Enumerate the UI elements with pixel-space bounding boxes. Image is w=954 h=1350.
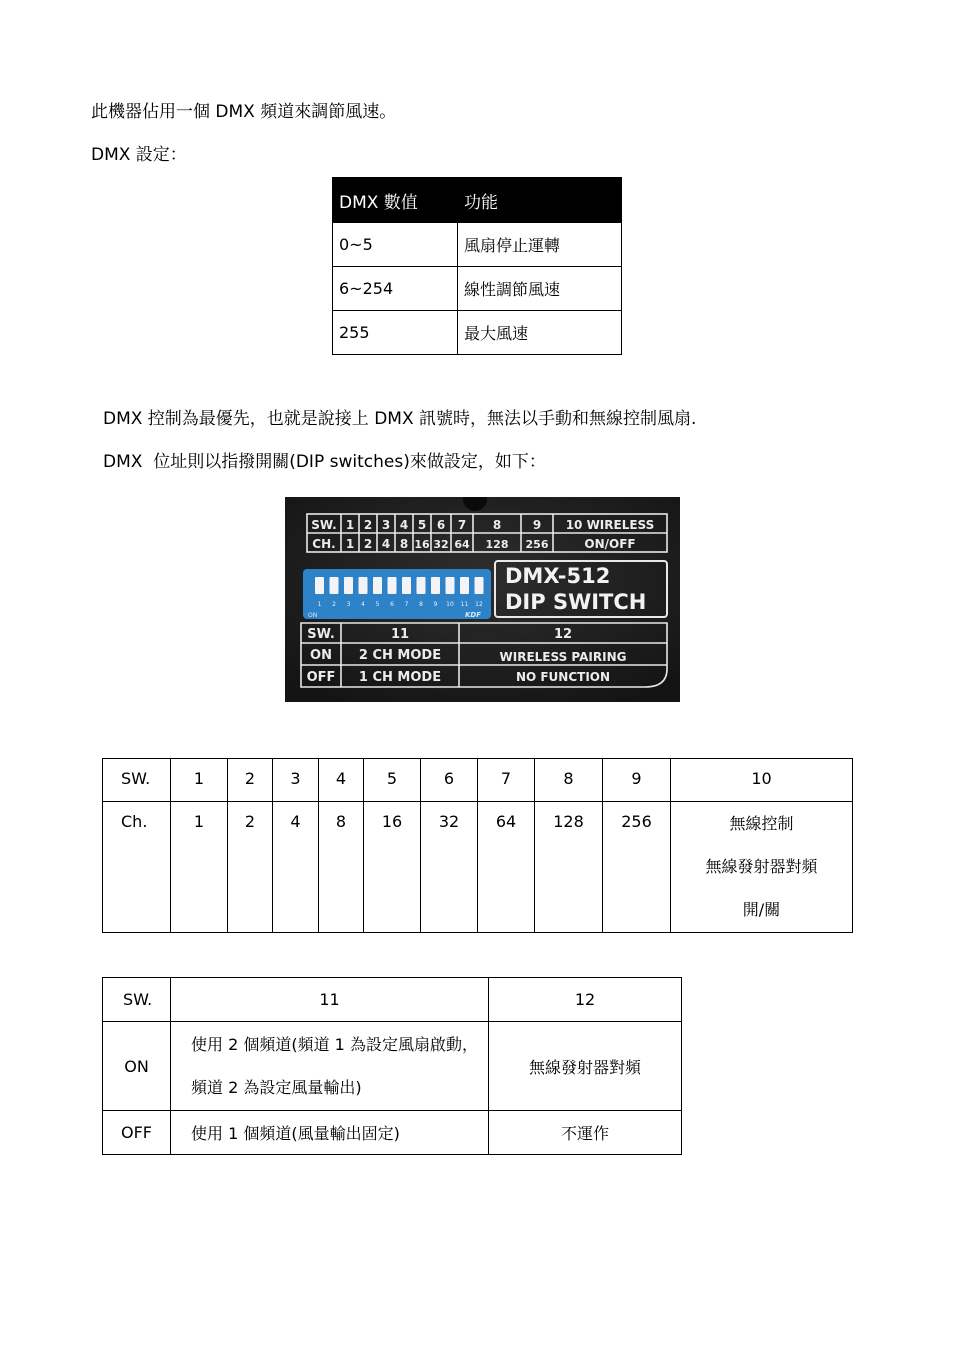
ch-cell: 256	[603, 802, 671, 933]
mode-off-11: 使用 1 個頻道(風量輸出固定)	[171, 1111, 489, 1155]
dip-lever	[373, 577, 382, 594]
ch-cell: 8	[319, 802, 364, 933]
photo-title-1: DMX-512	[505, 564, 611, 588]
photo-ch-cell: 64	[454, 538, 470, 551]
photo-sw-cell: 1	[345, 518, 355, 532]
switch-channel-table	[102, 758, 853, 933]
dip-brand: KDF	[465, 611, 482, 619]
photo-ch-cell: 128	[485, 538, 509, 551]
sw-cell: 5	[364, 759, 421, 802]
mode-on-row	[103, 1022, 682, 1111]
photo-no-function: NO FUNCTION	[515, 670, 611, 684]
dip-number: 3	[346, 601, 351, 608]
photo-ch-cell: 32	[433, 538, 449, 551]
dip-lever	[388, 577, 397, 594]
mode-sw-header: SW.	[103, 978, 171, 1022]
mode-12-header: 12	[489, 978, 682, 1022]
photo-sw-cell: SW.	[311, 518, 337, 532]
dmx-value-table	[332, 177, 622, 355]
mode-on-11	[171, 1022, 489, 1111]
ch-cell: 1	[171, 802, 228, 933]
photo-sw-cell: 2	[363, 518, 373, 532]
ch-cell: 128	[535, 802, 603, 933]
dip-lever	[359, 577, 368, 594]
photo-ch-cell: 256	[525, 538, 549, 551]
dip-lever	[330, 577, 339, 594]
value-cell: 0~5	[333, 223, 458, 267]
sw-cell: 2	[228, 759, 273, 802]
dip-number: 9	[433, 601, 438, 608]
sw-cell: 6	[421, 759, 478, 802]
ch-label: Ch.	[103, 802, 171, 933]
mode-on-12: 無線發射器對頻	[489, 1022, 682, 1111]
sw-cell: 1	[171, 759, 228, 802]
photo-12-header: 12	[553, 627, 573, 642]
mode-on-11-text: 使用 2 個頻道(頻道 1 為設定風扇啟動，頻道 2 為設定風量輸出)	[191, 1035, 478, 1097]
photo-11-header: 11	[390, 627, 410, 642]
dip-lever	[344, 577, 353, 594]
photo-ch-cell: 1	[345, 537, 355, 551]
sw10-line: 無線控制	[729, 814, 794, 833]
mode-off-row	[103, 1111, 682, 1155]
photo-sw-cell: 3	[381, 518, 391, 532]
value-cell: 255	[333, 311, 458, 355]
photo-ch-cell: 16	[414, 538, 430, 551]
dip-lever	[417, 577, 426, 594]
ch-cell: 4	[273, 802, 319, 933]
sw10-line: 無線發射器對頻	[705, 857, 818, 876]
dip-lever	[315, 577, 324, 594]
priority-note: DMX 控制為最優先，也就是說接上 DMX 訊號時，無法以手動和無線控制風扇.	[103, 409, 697, 429]
function-cell: 最大風速	[458, 311, 622, 355]
photo-title-2: DIP SWITCH	[505, 590, 647, 614]
photo-ch-cell: CH.	[312, 537, 336, 551]
photo-off-label: OFF	[306, 670, 336, 685]
sw10-line: 開/關	[742, 900, 781, 919]
photo-ch-cell: ON/OFF	[584, 537, 636, 551]
function-cell: 線性調節風速	[458, 267, 622, 311]
dip-number: 11	[460, 601, 469, 608]
dip-switch-photo	[285, 497, 680, 702]
mode-off-label: OFF	[103, 1111, 171, 1155]
dmx-setting-label: DMX 設定：	[91, 145, 187, 165]
ch-cell: 64	[478, 802, 535, 933]
mode-off-12: 不運作	[489, 1111, 682, 1155]
sw-cell: 9	[603, 759, 671, 802]
dip-lever	[402, 577, 411, 594]
table-row	[333, 267, 622, 311]
dip-lever	[446, 577, 455, 594]
function-header: 功能	[458, 178, 622, 223]
intro-text: 此機器佔用一個 DMX 頻道來調節風速。	[91, 102, 397, 122]
sw-row	[103, 759, 853, 802]
dip-number: 2	[332, 601, 336, 608]
dip-number: 8	[419, 601, 423, 608]
photo-2ch-mode: 2 CH MODE	[358, 648, 442, 663]
dip-number: 1	[317, 601, 322, 608]
photo-sw-cell: 4	[399, 518, 409, 532]
dip-number: 10	[446, 601, 454, 608]
ch-cell: 16	[364, 802, 421, 933]
photo-sw-cell: 8	[492, 518, 502, 532]
dip-number: 4	[361, 601, 365, 608]
table-row	[333, 311, 622, 355]
ch-cell: 32	[421, 802, 478, 933]
dip-number: 6	[390, 601, 394, 608]
mode-table	[102, 977, 682, 1155]
mode-header-row	[103, 978, 682, 1022]
sw10-description	[671, 802, 853, 933]
sw-cell: 8	[535, 759, 603, 802]
address-note: DMX 位址則以指撥開關(DIP switches)來做設定，如下：	[103, 452, 546, 472]
sw-cell: 3	[273, 759, 319, 802]
ch-cell: 2	[228, 802, 273, 933]
sw-cell: 10	[671, 759, 853, 802]
photo-sw-header: SW.	[307, 627, 335, 642]
ch-row	[103, 802, 853, 933]
sw-label: SW.	[103, 759, 171, 802]
table-row	[333, 223, 622, 267]
photo-1ch-mode: 1 CH MODE	[358, 670, 442, 685]
dip-number: 5	[375, 601, 380, 608]
dip-on-label: ON	[308, 612, 318, 619]
photo-ch-cell: 4	[381, 537, 391, 551]
photo-ch-cell: 2	[363, 537, 373, 551]
photo-wireless-pairing: WIRELESS PAIRING	[499, 650, 627, 664]
dip-lever	[431, 577, 440, 594]
photo-on-label: ON	[310, 648, 332, 663]
photo-sw-cell: 9	[532, 518, 542, 532]
value-header: DMX 數值	[333, 178, 458, 223]
photo-sw-cell: 5	[417, 518, 427, 532]
sw-cell: 4	[319, 759, 364, 802]
dip-number: 12	[475, 601, 483, 608]
function-cell: 風扇停止運轉	[458, 223, 622, 267]
photo-sw-cell: 10 WIRELESS	[565, 518, 655, 532]
sw-cell: 7	[478, 759, 535, 802]
dip-number: 7	[404, 601, 409, 608]
mode-11-header: 11	[171, 978, 489, 1022]
dip-lever	[475, 577, 484, 594]
photo-sw-cell: 6	[436, 518, 446, 532]
photo-ch-cell: 8	[399, 537, 409, 551]
dip-lever	[460, 577, 469, 594]
photo-sw-cell: 7	[457, 518, 467, 532]
value-cell: 6~254	[333, 267, 458, 311]
mode-on-label: ON	[103, 1022, 171, 1111]
